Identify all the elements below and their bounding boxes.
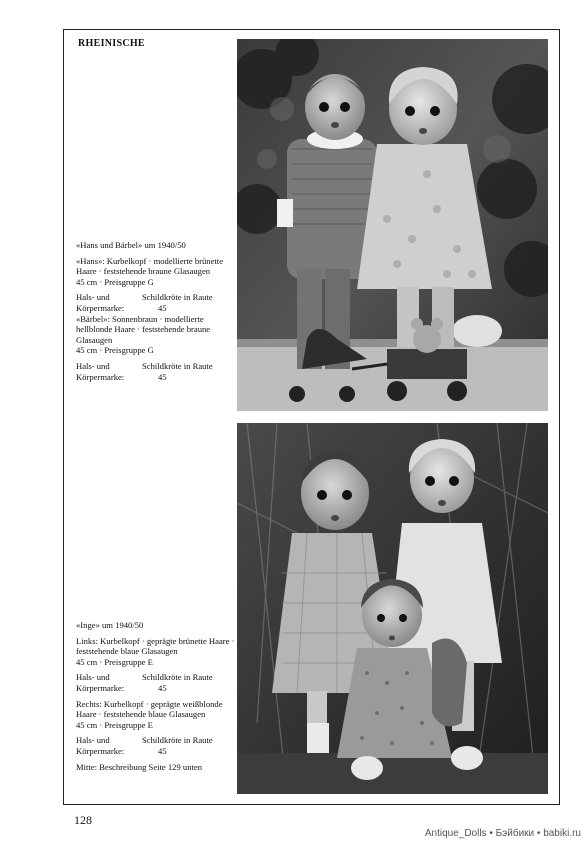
links-body-mark-value: 45: [158, 682, 167, 693]
links-mark-row-2: [76, 683, 236, 694]
hans-mark-row-2: [76, 303, 236, 314]
rechts-mark-label: Hals- und: [76, 735, 110, 746]
rechts-mark-row-2: [76, 746, 236, 757]
rechts-body-mark-label: Körpermarke:: [76, 745, 125, 756]
baerbel-mark-label: Hals- und: [76, 360, 110, 371]
photo-inge: [237, 423, 548, 794]
hans-mark-value: Schildkröte in Raute: [142, 292, 213, 303]
baerbel-description: «Bärbel»: Sonnenbraun · modellierte hellblonde Haare · feststehende braune Glasaugen: [76, 313, 211, 345]
caption-inge: [76, 620, 236, 772]
baerbel-mark-row-1: [76, 361, 236, 372]
baerbel-mark-row-2: [76, 372, 236, 383]
links-body-mark-label: Körpermarke:: [76, 682, 125, 693]
hans-size: 45 cm · Preisgruppe G: [76, 276, 154, 287]
rechts-description: Rechts: Kurbelkopf · geprägte weißblonde Haare · feststehende blaue Glasaugen: [76, 698, 223, 720]
baerbel-body-mark-label: Körpermarke:: [76, 371, 125, 382]
rechts-mark-row-1: [76, 735, 236, 746]
mitte-reference: Mitte: Beschreibung Seite 129 unten: [76, 761, 203, 772]
hans-body-mark-value: 45: [158, 302, 167, 313]
links-mark-label: Hals- und: [76, 672, 110, 683]
baerbel-mark-value: Schildkröte in Raute: [142, 360, 213, 371]
rechts-body-mark-value: 45: [158, 745, 167, 756]
baerbel-body-mark-value: 45: [158, 371, 167, 382]
hans-mark-row-1: [76, 292, 236, 303]
photo-hans-und-baerbel: [237, 39, 548, 411]
hans-description: «Hans»: Kurbelkopf · modellierte brünette Haare · feststehende braune Glasaugen: [76, 255, 224, 277]
rechts-size: 45 cm · Preisgruppe E: [76, 719, 153, 730]
section-label: RHEINISCHE: [78, 38, 145, 49]
links-size: 45 cm · Preisgruppe E: [76, 656, 153, 667]
links-mark-value: Schildkröte in Raute: [142, 672, 213, 683]
caption-title-inge: «Inge» um 1940/50: [76, 620, 144, 630]
hans-body-mark-label: Körpermarke:: [76, 302, 125, 313]
baerbel-size: 45 cm · Preisgruppe G: [76, 345, 154, 356]
links-mark-row-1: [76, 672, 236, 683]
watermark: Antique_Dolls • Бэйбики • babiki.ru: [424, 828, 581, 839]
hans-mark-label: Hals- und: [76, 292, 110, 303]
caption-title: «Hans und Bärbel» um 1940/50: [76, 240, 186, 250]
links-description: Links: Kurbelkopf · geprägte brünette Haare · feststehende blaue Glasaugen: [76, 635, 235, 657]
page-number: 128: [74, 813, 92, 827]
rechts-mark-value: Schildkröte in Raute: [142, 735, 213, 746]
caption-hans-und-baerbel: [76, 240, 236, 382]
